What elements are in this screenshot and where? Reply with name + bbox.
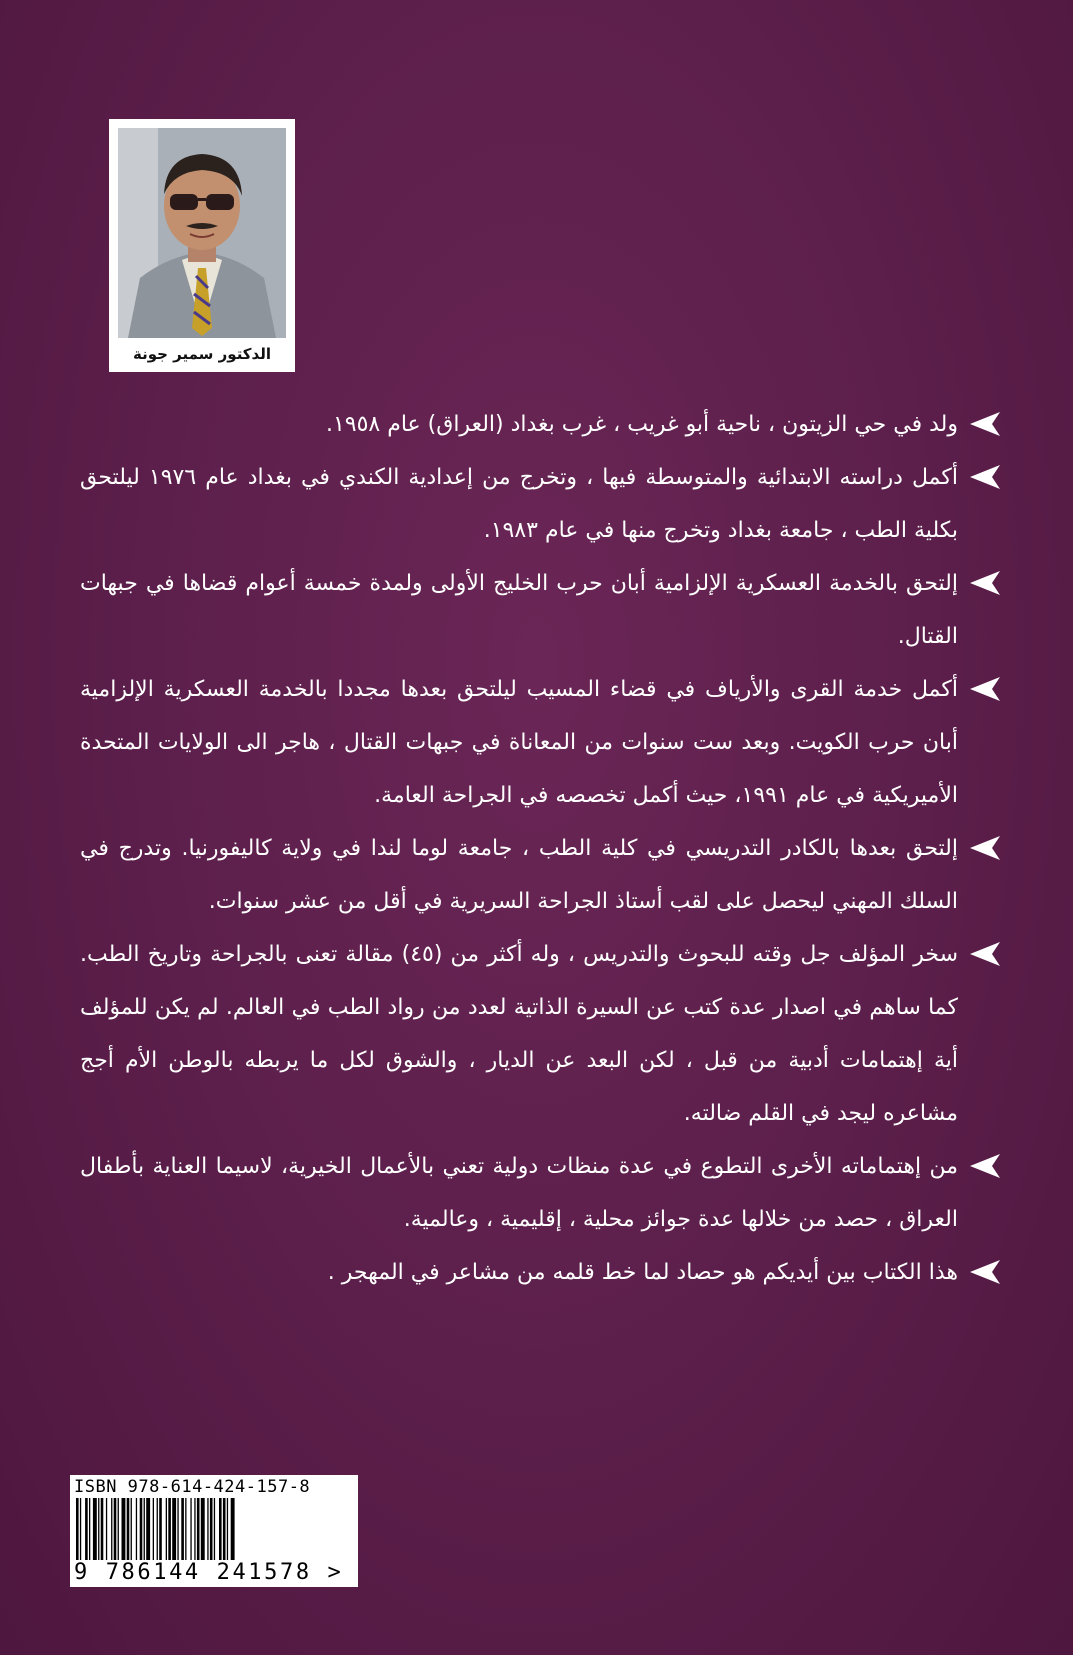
barcode-bar [85,1498,88,1560]
bio-text: سخر المؤلف جل وقته للبحوث والتدريس ، وله أكثر من (٤٥) مقالة تعنى بالجراحة وتاريخ الطب. كما ساهم في اصدار عدة كتب عن السيرة الذاتية لعدد من رواد الطب في العالم. لم يكن للمؤلف أية إهتمامات أدبية من قبل ، لكن البعد عن الديار ، والشوق لكل ما يربطه بالوطن الأم أجج مشاعره ليجد في القلم ضالته. [80,942,958,1126]
barcode-bar [190,1498,191,1560]
bio-text: إلتحق بالخدمة العسكرية الإلزامية أبان حرب الخليج الأولى ولمدة خمسة أعوام قضاها في جبهات القتال. [80,571,958,649]
barcode-bar [207,1498,208,1560]
bio-text: ولد في حي الزيتون ، ناحية أبو غريب ، غرب بغداد (العراق) عام ١٩٥٨. [325,412,958,437]
barcode-bar [172,1498,176,1560]
barcode-bar [93,1498,97,1560]
barcode-bar [122,1498,126,1560]
bio-item [80,1140,1000,1246]
barcode-bar [153,1498,154,1560]
bio-text: أكمل خدمة القرى والأرياف في قضاء المسيب ليلتحق بعدها مجددا بالخدمة العسكرية الإلزامية أبان حرب الكويت. وبعد ست سنوات من المعاناة في جبهات القتال ، هاجر الى الولايات المتحدة الأميريكية في عام ١٩٩١، حيث أكمل تخصصه في الجراحة العامة. [80,677,958,808]
barcode-bar [131,1498,132,1560]
barcode-bar [219,1498,222,1560]
barcode-bar [223,1498,226,1560]
bio-item [80,822,1000,928]
barcode-bar [194,1498,195,1560]
bio-item [80,663,1000,822]
bio-item [80,398,1000,451]
barcode-bars [74,1498,354,1560]
barcode-bar [106,1498,107,1560]
barcode-bar [146,1498,150,1560]
barcode-bar [157,1498,158,1560]
bio-text: إلتحق بعدها بالكادر التدريسي في كلية الطب ، جامعة لوما لندا في ولاية كاليفورنيا. وتدرج في السلك المهني ليحصل على لقب أستاذ الجراحة السريرية في أقل من عشر سنوات. [80,836,958,914]
barcode-bar [111,1498,112,1560]
barcode-bar [185,1498,186,1560]
arrow-bullet-icon [970,1154,1000,1178]
isbn-barcode [70,1475,358,1587]
barcode-bar [114,1498,117,1560]
barcode-bar [140,1498,143,1560]
isbn-label: ISBN 978-614-424-157-8 [74,1477,311,1497]
barcode-bar [98,1498,99,1560]
barcode-bar [168,1498,171,1560]
arrow-bullet-icon [970,571,1000,595]
author-photo-frame [109,119,295,372]
bio-item [80,928,1000,1140]
barcode-bar [231,1498,235,1560]
barcode-bar [80,1498,81,1560]
arrow-bullet-icon [970,1260,1000,1284]
barcode-bar [159,1498,162,1560]
barcode-bar [89,1498,90,1560]
arrow-bullet-icon [970,836,1000,860]
bio-item [80,451,1000,557]
barcode-bar [144,1498,145,1560]
barcode-bar [181,1498,184,1560]
bio-text: من إهتماماته الأخرى التطوع في عدة منظات دولية تعني بالأعمال الخيرية، لاسيما العناية بأطفال العراق ، حصد من خلالها عدة جوائز محلية ، إقليمية ، وعالمية. [80,1154,958,1232]
barcode-bar [101,1498,104,1560]
barcode-bar [127,1498,130,1560]
barcode-bar [118,1498,119,1560]
arrow-bullet-icon [970,942,1000,966]
barcode-digits: 9 786144 241578 > [74,1560,344,1585]
barcode-bar [136,1498,137,1560]
author-photo [118,128,286,338]
barcode-bar [166,1498,167,1560]
barcode-bar [227,1498,228,1560]
author-caption: الدكتور سمير جونة [133,345,271,363]
arrow-bullet-icon [970,465,1000,489]
barcode-bar [214,1498,215,1560]
arrow-bullet-icon [970,412,1000,436]
bio-item [80,1246,1000,1299]
bio-item [80,557,1000,663]
barcode-bar [201,1498,205,1560]
barcode-bar [210,1498,213,1560]
bio-text: أكمل دراسته الابتدائية والمتوسطة فيها ، وتخرج من إعدادية الكندي في بغداد عام ١٩٧٦ ليلتحق بكلية الطب ، جامعة بغداد وتخرج منها في عام ١٩٨٣. [80,465,958,543]
author-portrait-icon [118,128,286,338]
barcode-bar [177,1498,178,1560]
author-bio [80,398,1000,1299]
barcode-bar [76,1498,79,1560]
arrow-bullet-icon [970,677,1000,701]
bio-text: هذا الكتاب بين أيديكم هو حصاد لما خط قلمه من مشاعر في المهجر . [327,1260,958,1285]
barcode-bar [197,1498,200,1560]
